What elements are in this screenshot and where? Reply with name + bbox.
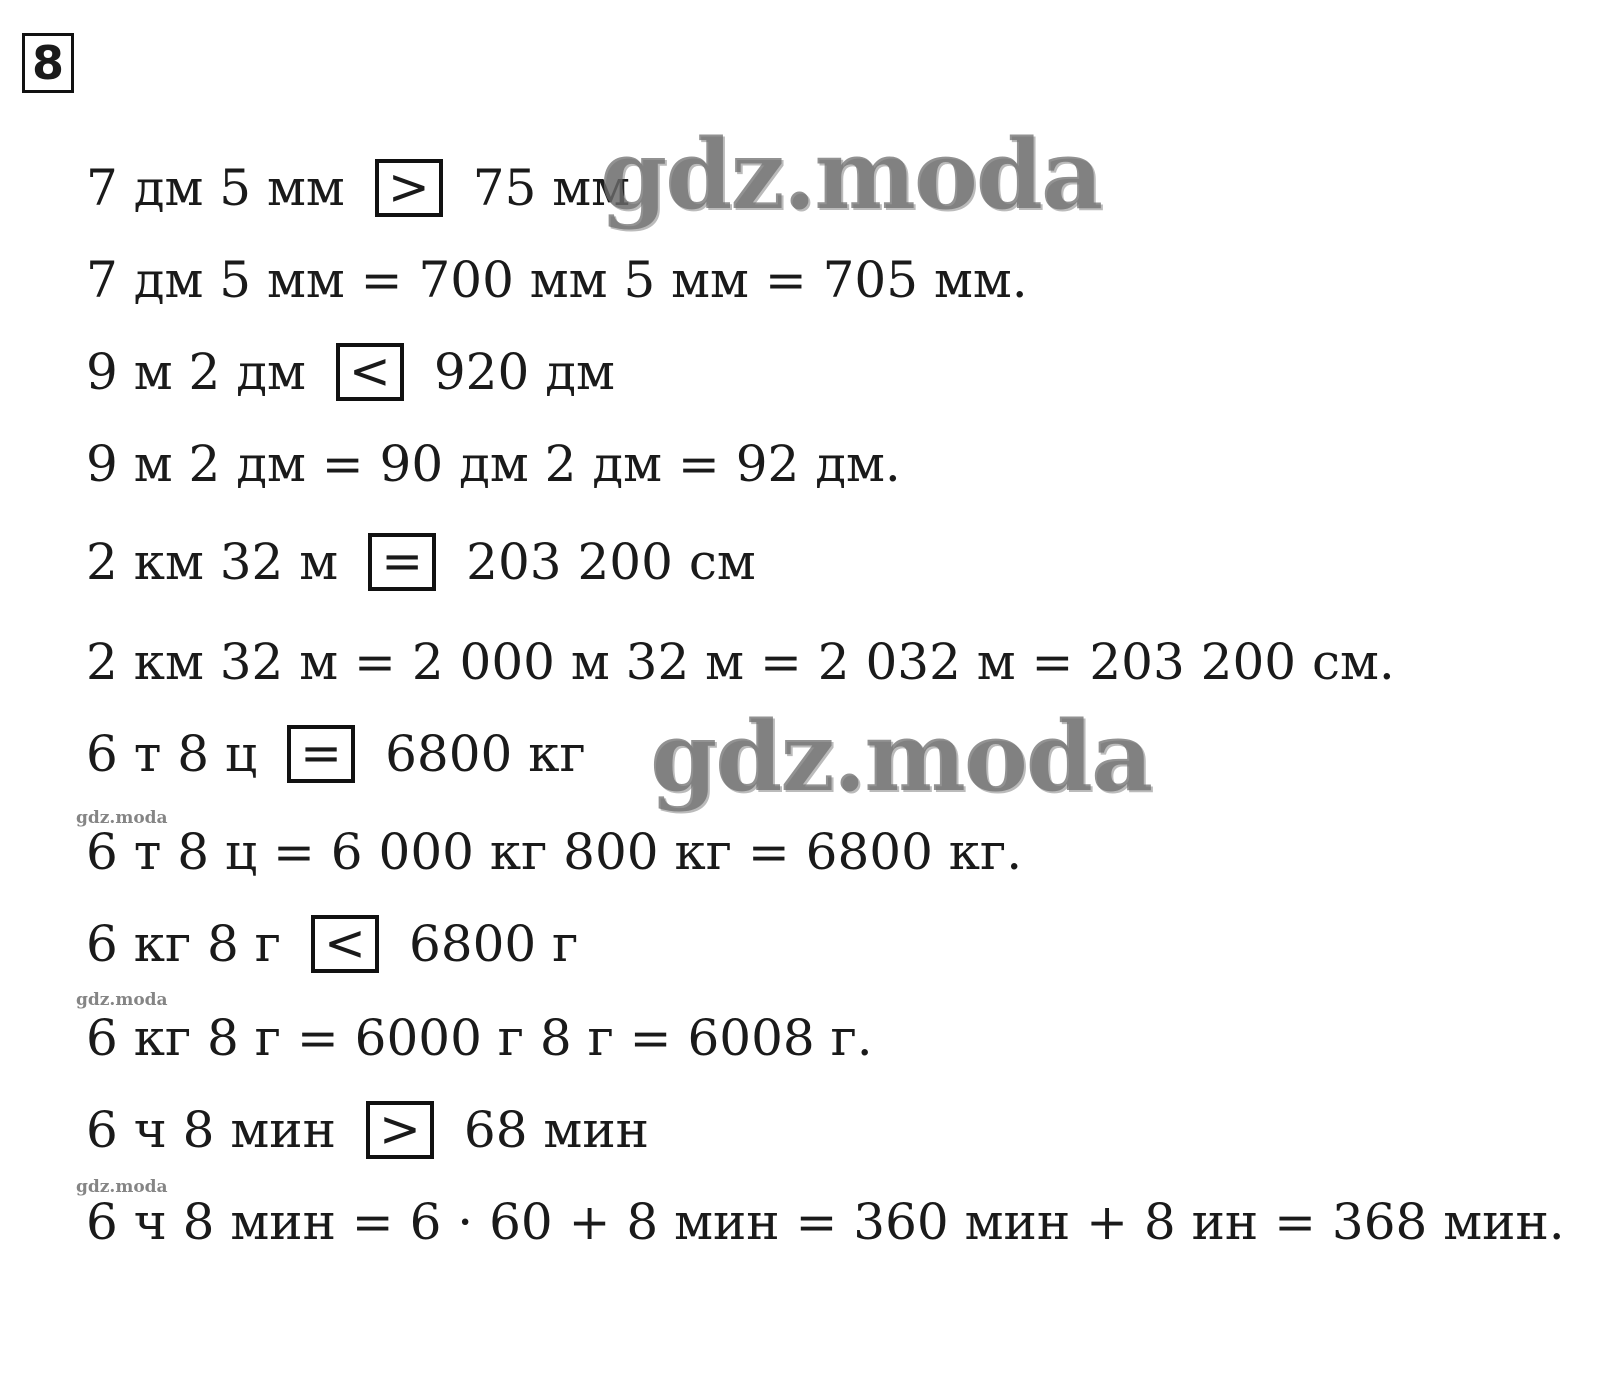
- watermark-large-middle: gdz.moda: [650, 700, 1152, 813]
- right-expression: 68 мин: [463, 1101, 649, 1159]
- right-expression: 6800 г: [408, 915, 579, 973]
- left-expression: 6 т 8 ц: [86, 725, 258, 783]
- solution-row-6: [86, 1192, 1565, 1252]
- left-expression: 2 км 32 м: [86, 533, 339, 591]
- watermark-small: gdz.moda: [76, 808, 168, 828]
- watermark-small: gdz.moda: [76, 1177, 168, 1197]
- right-expression: 203 200 см: [466, 533, 756, 591]
- comparison-sign-box: =: [368, 533, 436, 591]
- solution-row-1: [86, 250, 1028, 310]
- solution-text: 9 м 2 дм = 90 дм 2 дм = 92 дм.: [86, 435, 901, 493]
- left-expression: 9 м 2 дм: [86, 343, 306, 401]
- solution-text: 6 кг 8 г = 6000 г 8 г = 6008 г.: [86, 1009, 873, 1067]
- comparison-sign-box: <: [336, 343, 404, 401]
- comparison-sign-box: >: [375, 159, 443, 217]
- solution-row-2: [86, 434, 901, 494]
- solution-text: 7 дм 5 мм = 700 мм 5 мм = 705 мм.: [86, 251, 1028, 309]
- right-expression: 75 мм: [472, 159, 631, 217]
- left-expression: 7 дм 5 мм: [86, 159, 345, 217]
- comparison-row-6: [86, 1100, 649, 1160]
- comparison-row-5: [86, 914, 578, 974]
- comparison-row-1: [86, 158, 630, 218]
- solution-text: 6 ч 8 мин = 6 · 60 + 8 мин = 360 мин + 8 ин = 368 мин.: [86, 1193, 1565, 1251]
- watermark-small: gdz.moda: [76, 990, 168, 1010]
- comparison-sign-box: <: [311, 915, 379, 973]
- solution-text: 6 т 8 ц = 6 000 кг 800 кг = 6800 кг.: [86, 823, 1023, 881]
- left-expression: 6 кг 8 г: [86, 915, 281, 973]
- comparison-sign-box: =: [287, 725, 355, 783]
- left-expression: 6 ч 8 мин: [86, 1101, 336, 1159]
- right-expression: 920 дм: [433, 343, 615, 401]
- watermark-large-top: gdz.moda: [600, 118, 1102, 231]
- comparison-row-3: [86, 532, 756, 592]
- solution-text: 2 км 32 м = 2 000 м 32 м = 2 032 м = 203 200 см.: [86, 633, 1395, 691]
- solution-row-5: [86, 1008, 873, 1068]
- comparison-sign-box: >: [366, 1101, 434, 1159]
- solution-row-4: [86, 822, 1022, 882]
- comparison-row-2: [86, 342, 615, 402]
- task-number: 8: [22, 33, 74, 93]
- comparison-row-4: [86, 724, 586, 784]
- right-expression: 6800 кг: [385, 725, 586, 783]
- solution-row-3: [86, 632, 1395, 692]
